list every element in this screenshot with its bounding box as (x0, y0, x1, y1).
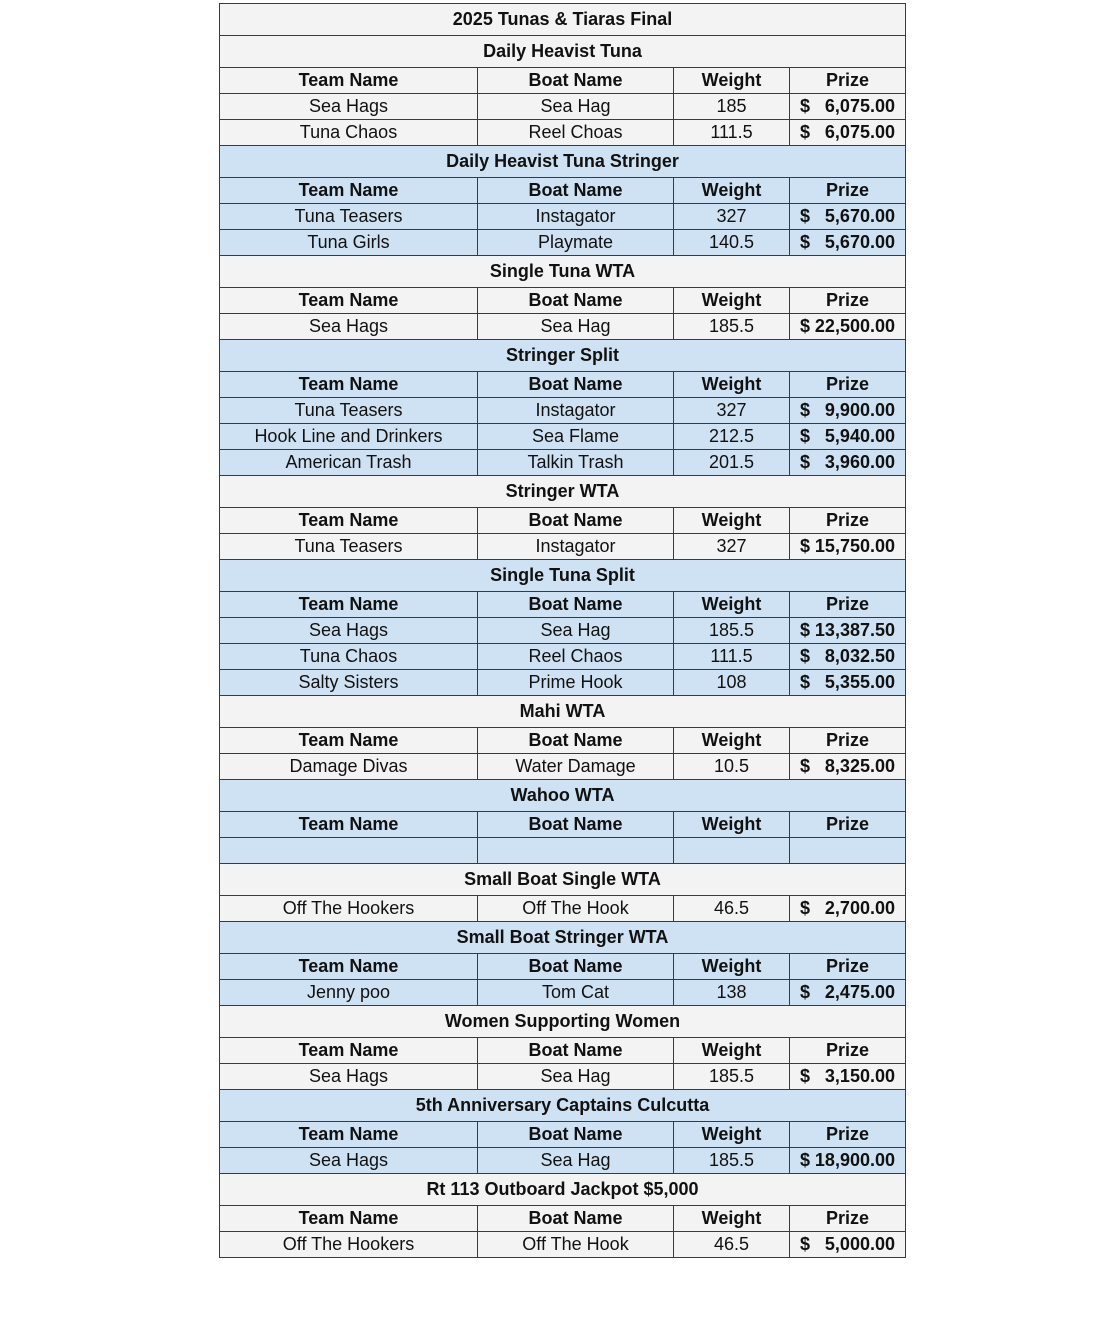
column-header-boat: Boat Name (478, 954, 674, 980)
weight-cell: 212.5 (674, 424, 790, 450)
weight-cell: 140.5 (674, 230, 790, 256)
section-title-row (220, 560, 906, 592)
section-title-rt-113-outboard-jackpot-5-000: Rt 113 Outboard Jackpot $5,000 (220, 1174, 906, 1206)
column-header-row (220, 1038, 906, 1064)
weight-cell: 185.5 (674, 618, 790, 644)
section-title-row (220, 476, 906, 508)
prize-amount: 5,355.00 (824, 672, 895, 692)
weight-cell: 111.5 (674, 644, 790, 670)
main-title-row (220, 4, 906, 36)
team-name-cell: Sea Hags (220, 314, 478, 340)
boat-name-cell (478, 838, 674, 864)
weight-cell: 10.5 (674, 754, 790, 780)
prize-amount: 8,325.00 (824, 756, 895, 776)
table-row (220, 1232, 906, 1258)
column-header-prize: Prize (790, 508, 906, 534)
prize-currency: $ (800, 96, 811, 116)
prize-value (796, 982, 899, 1003)
table-row (220, 398, 906, 424)
column-header-team: Team Name (220, 372, 478, 398)
prize-currency: $ (800, 452, 811, 472)
column-header-team: Team Name (220, 812, 478, 838)
table-row (220, 980, 906, 1006)
column-header-boat: Boat Name (478, 592, 674, 618)
section-title-stringer-split: Stringer Split (220, 340, 906, 372)
prize-currency: $ (800, 122, 811, 142)
prize-value (796, 536, 899, 557)
boat-name-cell: Tom Cat (478, 980, 674, 1006)
prize-value (796, 206, 899, 227)
section-title-stringer-wta: Stringer WTA (220, 476, 906, 508)
prize-currency: $ (800, 426, 811, 446)
weight-cell: 185.5 (674, 1064, 790, 1090)
prize-value (796, 898, 899, 919)
column-header-prize: Prize (790, 728, 906, 754)
column-header-row (220, 288, 906, 314)
section-title-daily-heavist-tuna: Daily Heavist Tuna (220, 36, 906, 68)
table-row (220, 838, 906, 864)
section-title-small-boat-single-wta: Small Boat Single WTA (220, 864, 906, 896)
column-header-prize: Prize (790, 178, 906, 204)
team-name-cell: Tuna Teasers (220, 398, 478, 424)
column-header-weight: Weight (674, 68, 790, 94)
boat-name-cell: Off The Hook (478, 896, 674, 922)
section-title-row (220, 36, 906, 68)
boat-name-cell: Talkin Trash (478, 450, 674, 476)
prize-value (796, 426, 899, 447)
section-title-row (220, 146, 906, 178)
team-name-cell: Tuna Chaos (220, 120, 478, 146)
prize-currency: $ (800, 1066, 811, 1086)
weight-cell: 185.5 (674, 1148, 790, 1174)
prize-value (796, 756, 899, 777)
team-name-cell: Off The Hookers (220, 1232, 478, 1258)
prize-cell (790, 398, 906, 424)
column-header-weight: Weight (674, 812, 790, 838)
prize-value (796, 646, 899, 667)
prize-currency: $ (800, 982, 811, 1002)
prize-currency: $ (800, 898, 811, 918)
weight-cell: 327 (674, 398, 790, 424)
boat-name-cell: Off The Hook (478, 1232, 674, 1258)
column-header-boat: Boat Name (478, 288, 674, 314)
prize-value (796, 96, 899, 117)
boat-name-cell: Instagator (478, 398, 674, 424)
column-header-row (220, 178, 906, 204)
results-table (219, 3, 906, 1258)
boat-name-cell: Sea Hag (478, 1148, 674, 1174)
prize-cell (790, 618, 906, 644)
column-header-weight: Weight (674, 592, 790, 618)
column-header-prize: Prize (790, 592, 906, 618)
section-title-row (220, 780, 906, 812)
team-name-cell: Tuna Teasers (220, 204, 478, 230)
section-title-row (220, 1174, 906, 1206)
prize-amount: 3,150.00 (824, 1066, 895, 1086)
prize-currency: $ (800, 756, 811, 776)
section-title-mahi-wta: Mahi WTA (220, 696, 906, 728)
team-name-cell: Jenny poo (220, 980, 478, 1006)
prize-cell (790, 980, 906, 1006)
prize-amount: 9,900.00 (824, 400, 895, 420)
section-title-women-supporting-women: Women Supporting Women (220, 1006, 906, 1038)
prize-amount: 15,750.00 (814, 536, 895, 556)
boat-name-cell: Sea Hag (478, 1064, 674, 1090)
table-row (220, 644, 906, 670)
boat-name-cell: Reel Choas (478, 120, 674, 146)
column-header-team: Team Name (220, 178, 478, 204)
team-name-cell: Damage Divas (220, 754, 478, 780)
boat-name-cell: Prime Hook (478, 670, 674, 696)
prize-currency: $ (800, 672, 811, 692)
prize-cell (790, 1232, 906, 1258)
section-title-row (220, 256, 906, 288)
column-header-row (220, 812, 906, 838)
boat-name-cell: Playmate (478, 230, 674, 256)
section-title-single-tuna-split: Single Tuna Split (220, 560, 906, 592)
prize-currency: $ (800, 1150, 811, 1170)
team-name-cell: Sea Hags (220, 1064, 478, 1090)
column-header-boat: Boat Name (478, 372, 674, 398)
prize-currency: $ (800, 400, 811, 420)
prize-amount: 22,500.00 (814, 316, 895, 336)
prize-currency: $ (800, 316, 811, 336)
prize-amount: 18,900.00 (814, 1150, 895, 1170)
section-title-5th-anniversary-captains-culcutta: 5th Anniversary Captains Culcutta (220, 1090, 906, 1122)
column-header-row (220, 1206, 906, 1232)
prize-value (796, 1234, 899, 1255)
prize-cell (790, 644, 906, 670)
prize-value (796, 1150, 899, 1171)
column-header-weight: Weight (674, 288, 790, 314)
column-header-prize: Prize (790, 288, 906, 314)
prize-currency: $ (800, 206, 811, 226)
table-row (220, 1148, 906, 1174)
column-header-team: Team Name (220, 954, 478, 980)
section-title-row (220, 1090, 906, 1122)
main-title: 2025 Tunas & Tiaras Final (220, 4, 906, 36)
prize-cell (790, 424, 906, 450)
column-header-team: Team Name (220, 508, 478, 534)
column-header-row (220, 728, 906, 754)
prize-amount: 2,475.00 (824, 982, 895, 1002)
table-row (220, 314, 906, 340)
column-header-row (220, 954, 906, 980)
column-header-row (220, 1122, 906, 1148)
column-header-weight: Weight (674, 1038, 790, 1064)
weight-cell: 46.5 (674, 1232, 790, 1258)
prize-amount: 5,670.00 (824, 206, 895, 226)
weight-cell: 108 (674, 670, 790, 696)
column-header-row (220, 592, 906, 618)
column-header-boat: Boat Name (478, 728, 674, 754)
column-header-prize: Prize (790, 1122, 906, 1148)
column-header-weight: Weight (674, 178, 790, 204)
column-header-prize: Prize (790, 372, 906, 398)
table-row (220, 450, 906, 476)
section-title-row (220, 864, 906, 896)
prize-cell (790, 838, 906, 864)
prize-cell (790, 754, 906, 780)
weight-cell: 201.5 (674, 450, 790, 476)
column-header-row (220, 68, 906, 94)
section-title-single-tuna-wta: Single Tuna WTA (220, 256, 906, 288)
prize-cell (790, 450, 906, 476)
prize-cell (790, 120, 906, 146)
column-header-team: Team Name (220, 1122, 478, 1148)
column-header-team: Team Name (220, 592, 478, 618)
weight-cell: 138 (674, 980, 790, 1006)
prize-value (796, 232, 899, 253)
column-header-team: Team Name (220, 1206, 478, 1232)
team-name-cell: Sea Hags (220, 618, 478, 644)
table-row (220, 230, 906, 256)
weight-cell: 327 (674, 534, 790, 560)
table-row (220, 1064, 906, 1090)
section-title-row (220, 922, 906, 954)
prize-currency: $ (800, 620, 811, 640)
prize-cell (790, 534, 906, 560)
column-header-weight: Weight (674, 954, 790, 980)
column-header-boat: Boat Name (478, 68, 674, 94)
team-name-cell: Tuna Chaos (220, 644, 478, 670)
prize-currency: $ (800, 646, 811, 666)
boat-name-cell: Instagator (478, 204, 674, 230)
team-name-cell: American Trash (220, 450, 478, 476)
section-title-small-boat-stringer-wta: Small Boat Stringer WTA (220, 922, 906, 954)
team-name-cell: Tuna Teasers (220, 534, 478, 560)
prize-currency: $ (800, 232, 811, 252)
team-name-cell: Off The Hookers (220, 896, 478, 922)
weight-cell: 185 (674, 94, 790, 120)
column-header-prize: Prize (790, 954, 906, 980)
prize-currency: $ (800, 536, 811, 556)
prize-value (796, 122, 899, 143)
boat-name-cell: Instagator (478, 534, 674, 560)
table-row (220, 618, 906, 644)
prize-amount: 3,960.00 (824, 452, 895, 472)
prize-cell (790, 670, 906, 696)
prize-amount: 13,387.50 (814, 620, 895, 640)
column-header-row (220, 372, 906, 398)
boat-name-cell: Sea Hag (478, 618, 674, 644)
prize-amount: 6,075.00 (824, 96, 895, 116)
column-header-prize: Prize (790, 812, 906, 838)
prize-cell (790, 204, 906, 230)
boat-name-cell: Water Damage (478, 754, 674, 780)
weight-cell: 185.5 (674, 314, 790, 340)
section-title-row (220, 340, 906, 372)
table-row (220, 754, 906, 780)
weight-cell: 111.5 (674, 120, 790, 146)
prize-value (796, 672, 899, 693)
table-row (220, 94, 906, 120)
column-header-weight: Weight (674, 1206, 790, 1232)
column-header-boat: Boat Name (478, 1122, 674, 1148)
prize-value (796, 316, 899, 337)
boat-name-cell: Sea Flame (478, 424, 674, 450)
column-header-weight: Weight (674, 508, 790, 534)
weight-cell (674, 838, 790, 864)
prize-cell (790, 896, 906, 922)
prize-value (796, 400, 899, 421)
column-header-weight: Weight (674, 372, 790, 398)
team-name-cell: Sea Hags (220, 94, 478, 120)
column-header-boat: Boat Name (478, 508, 674, 534)
weight-cell: 46.5 (674, 896, 790, 922)
column-header-team: Team Name (220, 728, 478, 754)
column-header-boat: Boat Name (478, 178, 674, 204)
table-row (220, 204, 906, 230)
team-name-cell: Sea Hags (220, 1148, 478, 1174)
prize-amount: 5,940.00 (824, 426, 895, 446)
table-row (220, 670, 906, 696)
section-title-wahoo-wta: Wahoo WTA (220, 780, 906, 812)
column-header-boat: Boat Name (478, 812, 674, 838)
team-name-cell (220, 838, 478, 864)
column-header-boat: Boat Name (478, 1038, 674, 1064)
prize-amount: 6,075.00 (824, 122, 895, 142)
prize-value (796, 1066, 899, 1087)
prize-amount: 5,670.00 (824, 232, 895, 252)
section-title-row (220, 1006, 906, 1038)
prize-value (796, 620, 899, 641)
team-name-cell: Tuna Girls (220, 230, 478, 256)
prize-currency: $ (800, 1234, 811, 1254)
weight-cell: 327 (674, 204, 790, 230)
column-header-team: Team Name (220, 288, 478, 314)
table-row (220, 896, 906, 922)
table-row (220, 120, 906, 146)
prize-amount: 5,000.00 (824, 1234, 895, 1254)
section-title-row (220, 696, 906, 728)
team-name-cell: Salty Sisters (220, 670, 478, 696)
boat-name-cell: Sea Hag (478, 94, 674, 120)
column-header-prize: Prize (790, 68, 906, 94)
prize-cell (790, 314, 906, 340)
column-header-team: Team Name (220, 1038, 478, 1064)
prize-value (796, 452, 899, 473)
prize-cell (790, 1064, 906, 1090)
boat-name-cell: Sea Hag (478, 314, 674, 340)
table-row (220, 534, 906, 560)
prize-amount: 2,700.00 (824, 898, 895, 918)
section-title-daily-heavist-tuna-stringer: Daily Heavist Tuna Stringer (220, 146, 906, 178)
prize-cell (790, 1148, 906, 1174)
table-row (220, 424, 906, 450)
team-name-cell: Hook Line and Drinkers (220, 424, 478, 450)
column-header-prize: Prize (790, 1206, 906, 1232)
column-header-row (220, 508, 906, 534)
prize-amount: 8,032.50 (824, 646, 895, 666)
column-header-prize: Prize (790, 1038, 906, 1064)
prize-cell (790, 230, 906, 256)
column-header-weight: Weight (674, 728, 790, 754)
column-header-team: Team Name (220, 68, 478, 94)
column-header-boat: Boat Name (478, 1206, 674, 1232)
column-header-weight: Weight (674, 1122, 790, 1148)
boat-name-cell: Reel Chaos (478, 644, 674, 670)
prize-cell (790, 94, 906, 120)
